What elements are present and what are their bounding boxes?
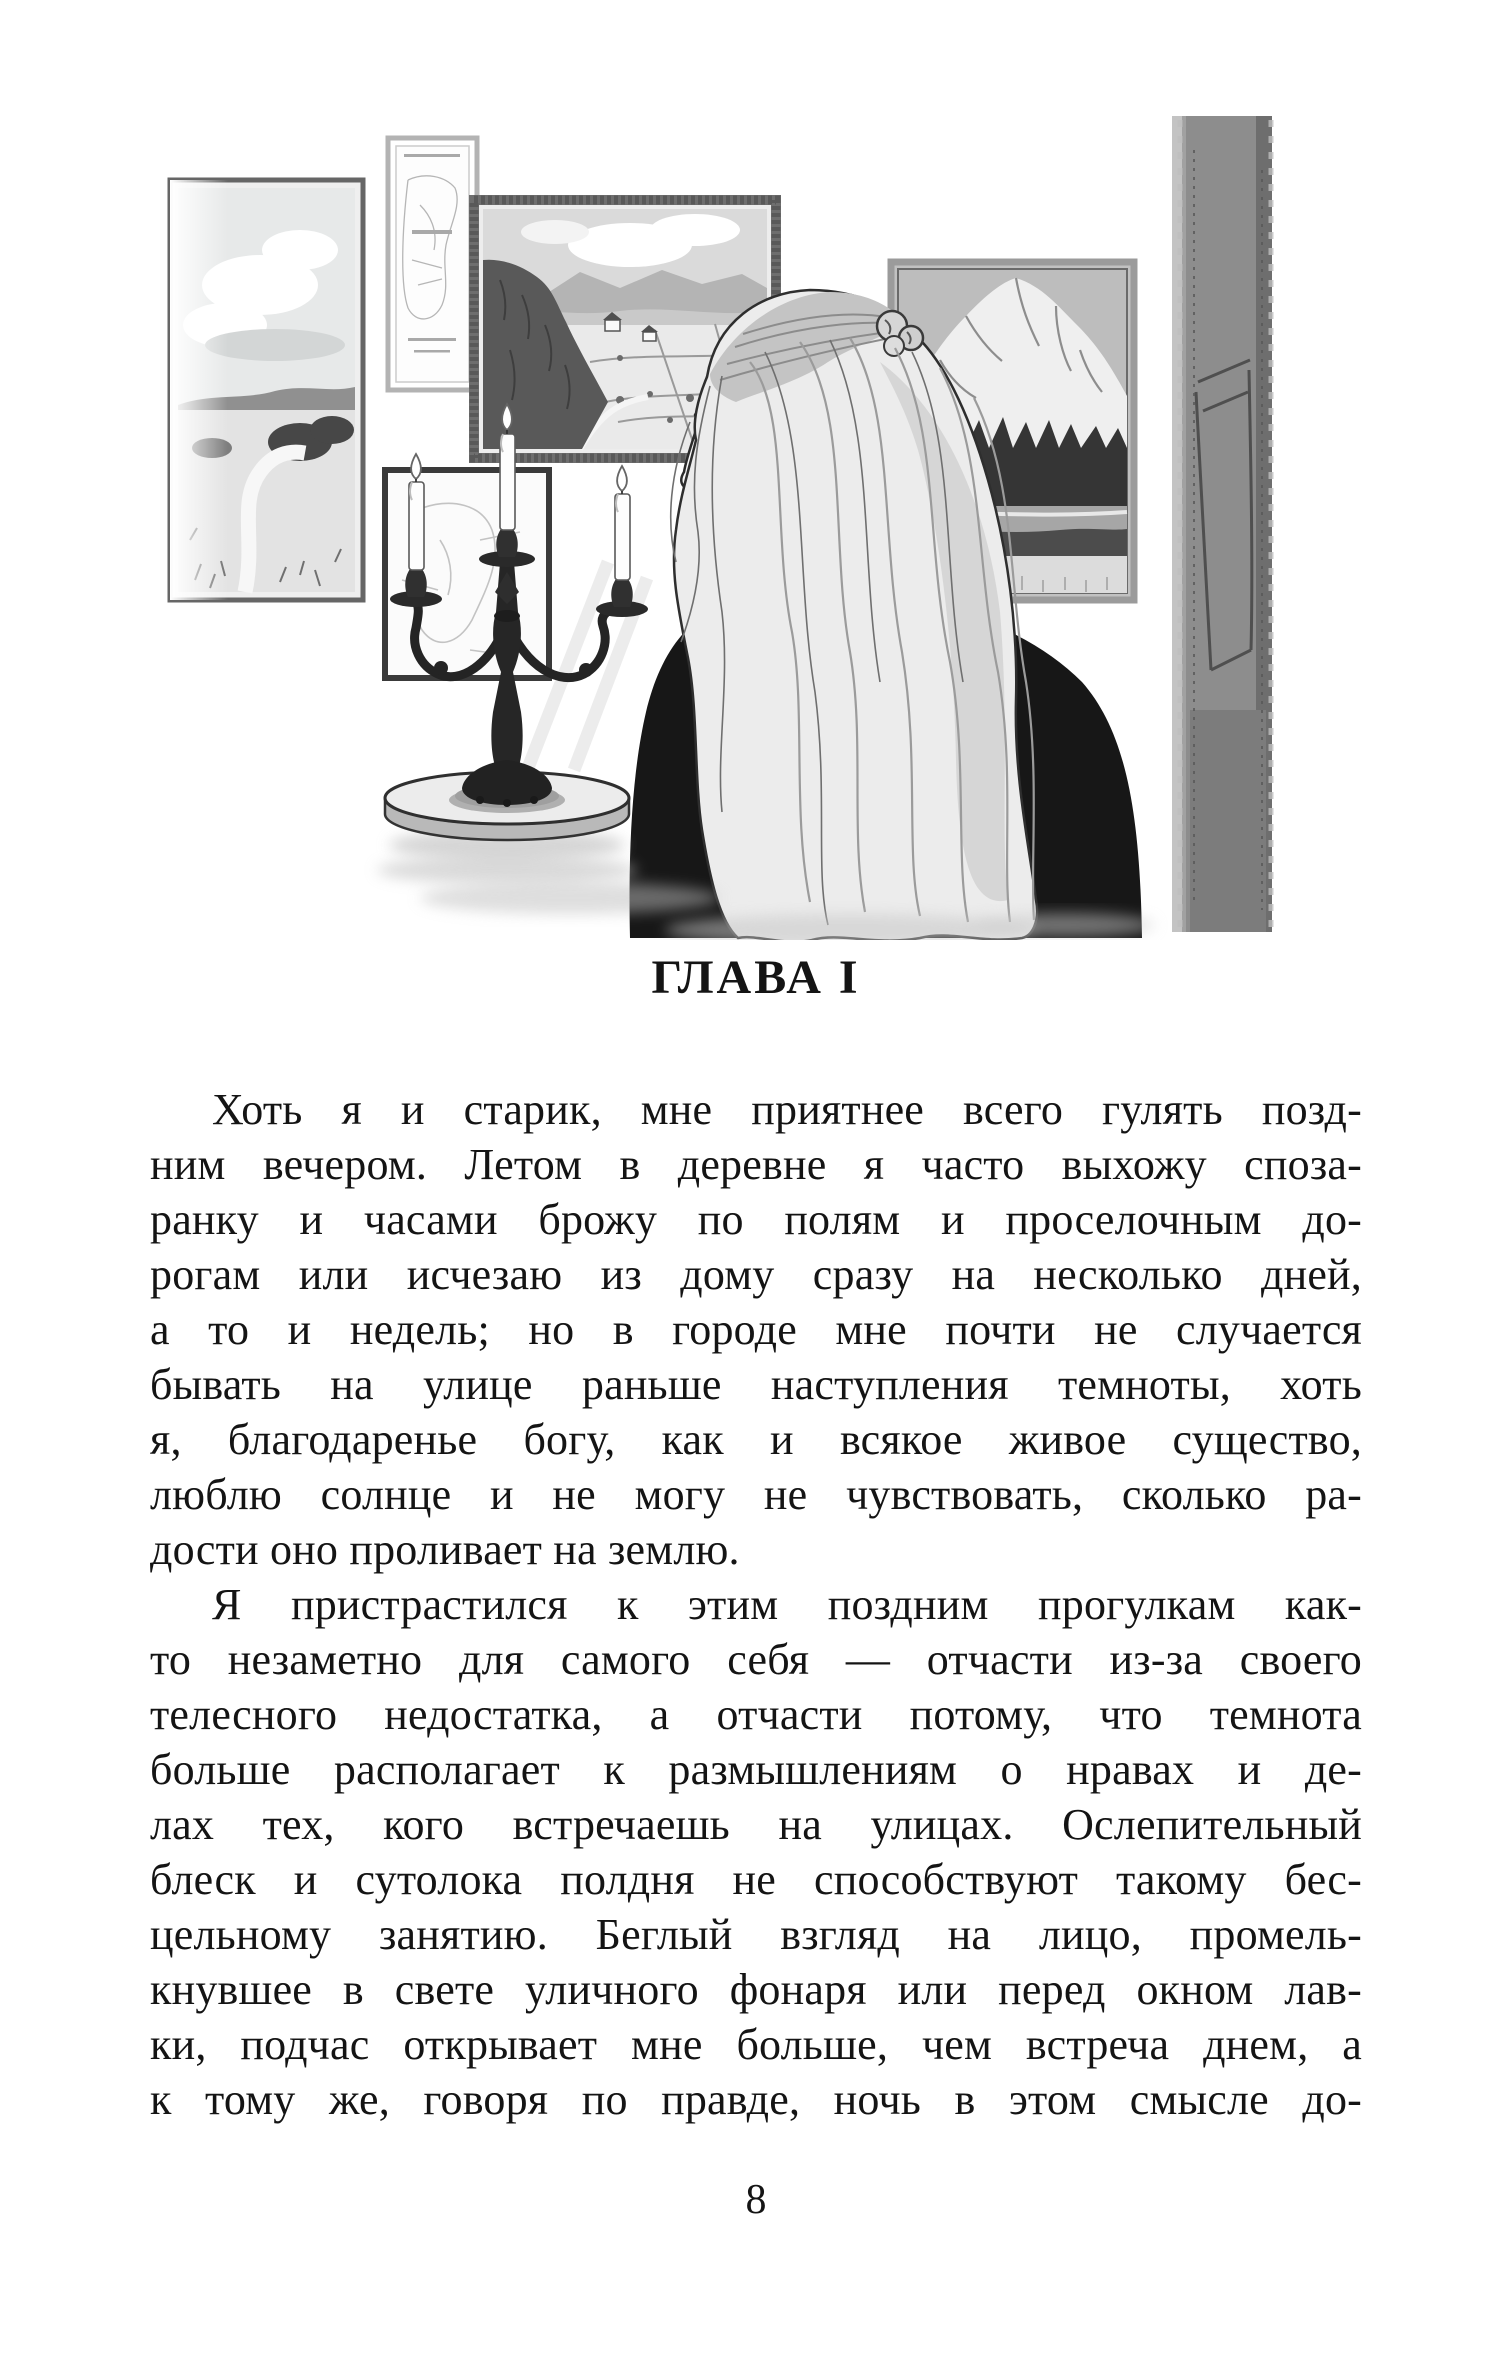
text-line: к тому же, говоря по правде, ночь в этом смысле до- (150, 2075, 1362, 2124)
text-line: Я пристрастился к этим поздним прогулкам как- (212, 1580, 1362, 1629)
text-line: бывать на улице раньше наступления темноты, хоть (150, 1360, 1362, 1409)
wall-painting-left (170, 180, 363, 600)
door (1172, 116, 1272, 932)
text-line: ки, подчас открывает мне больше, чем встреча днем, а (150, 2020, 1362, 2069)
text-line: Хоть я и старик, мне приятнее всего гулять позд- (212, 1085, 1362, 1134)
wall-map-small (388, 138, 477, 390)
text-line: дости оно проливает на землю. (150, 1525, 740, 1574)
text-line: рогам или исчезаю из дому сразу на несколько дней, (150, 1250, 1362, 1299)
chapter-illustration (150, 110, 1300, 940)
text-line: ранку и часами брожу по полям и проселочным до- (150, 1195, 1362, 1244)
text-line: цельному занятию. Беглый взгляд на лицо, промель- (150, 1910, 1362, 1959)
text-line: то незаметно для самого себя — отчасти из-за своего (150, 1635, 1362, 1684)
page-number: 8 (745, 2177, 767, 2223)
text-line: люблю солнце и не могу не чувствовать, сколько ра- (150, 1470, 1362, 1519)
chapter-heading: ГЛАВА I (651, 951, 861, 1004)
text-line: а то и недель; но в городе мне почти не случается (150, 1305, 1362, 1354)
text-line: телесного недостатка, а отчасти потому, что темнота (150, 1690, 1362, 1739)
body-text (150, 1082, 1362, 2127)
text-line: больше располагает к размышлениям о нравах и де- (150, 1745, 1362, 1794)
text-line: блеск и сутолока полдня не способствуют такому бес- (150, 1855, 1362, 1904)
text-line: лах тех, кого встречаешь на улицах. Ослепительный (150, 1800, 1362, 1849)
text-line: ним вечером. Летом в деревне я часто выхожу споза- (150, 1140, 1362, 1189)
text-line: кнувшее в свете уличного фонаря или перед окном лав- (150, 1965, 1362, 2014)
text-line: я, благодаренье богу, как и всякое живое существо, (150, 1415, 1362, 1464)
